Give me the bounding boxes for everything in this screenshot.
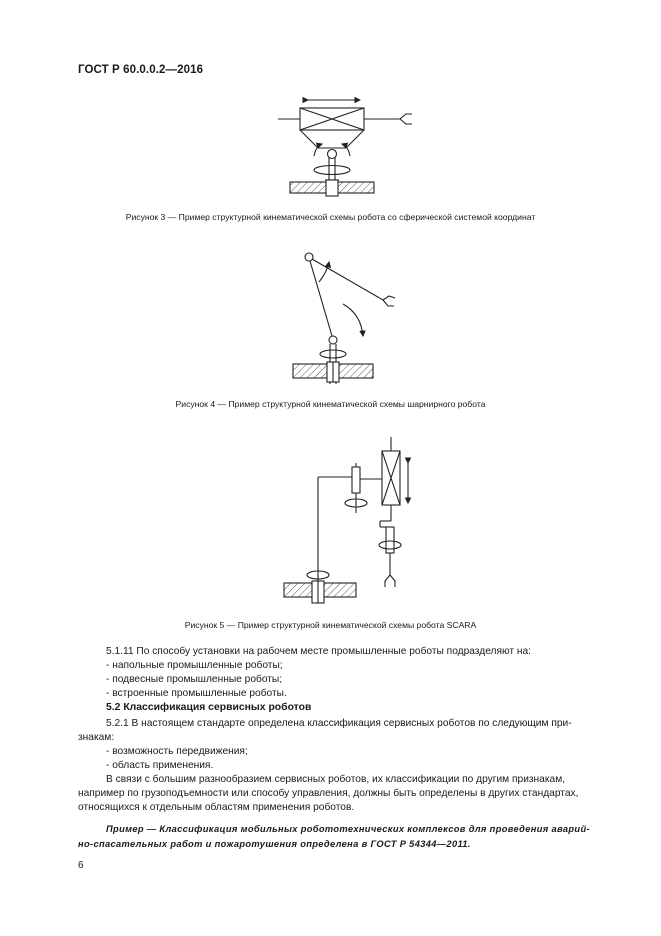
page-number: 6 [78,860,84,871]
figure-5-diagram [278,433,428,611]
figure-3-diagram [270,92,420,204]
paragraph-5-2-1-line1: 5.2.1 В настоящем стандарте определена классификация сервисных роботов по следующим при- [106,718,572,729]
example-line1: Пример — Классификация мобильных робототехнических комплексов для проведения аварий- [106,824,590,834]
paragraph-5-2-2-line2: например по грузоподъемности или способу управления, должны быть определены в других стандартах, [78,788,579,799]
figure-5-caption: Рисунок 5 — Пример структурной кинематической схемы робота SCARA [184,620,477,630]
paragraph-5-1-11: 5.1.11 По способу установки на рабочем месте промышленные роботы подразделяют на: [106,646,532,657]
document-header: ГОСТ Р 60.0.0.2—2016 [78,64,204,76]
list-item: - подвесные промышленные роботы; [106,674,283,685]
list-item: - встроенные промышленные роботы. [106,688,287,699]
paragraph-5-2-2-line3: относящихся к отдельным областям применения роботов. [78,802,355,813]
paragraph-5-2-2-line1: В связи с большим разнообразием сервисных роботов, их классификации по другим признакам, [106,774,566,785]
figure-3-caption: Рисунок 3 — Пример структурной кинематической схемы робота со сферической системой координат [125,212,536,222]
example-line2: но-спасательных работ и пожаротушения определена в ГОСТ Р 54344—2011. [78,839,471,849]
list-item: - возможность передвижения; [106,746,248,757]
figure-4-diagram [285,244,415,390]
list-item: - область применения. [106,760,214,771]
paragraph-5-2-1-line2: знакам: [78,732,115,743]
figure-4-caption: Рисунок 4 — Пример структурной кинематической схемы шарнирного робота [175,399,486,409]
section-heading-5-2: 5.2 Классификация сервисных роботов [106,702,312,713]
list-item: - напольные промышленные роботы; [106,660,283,671]
